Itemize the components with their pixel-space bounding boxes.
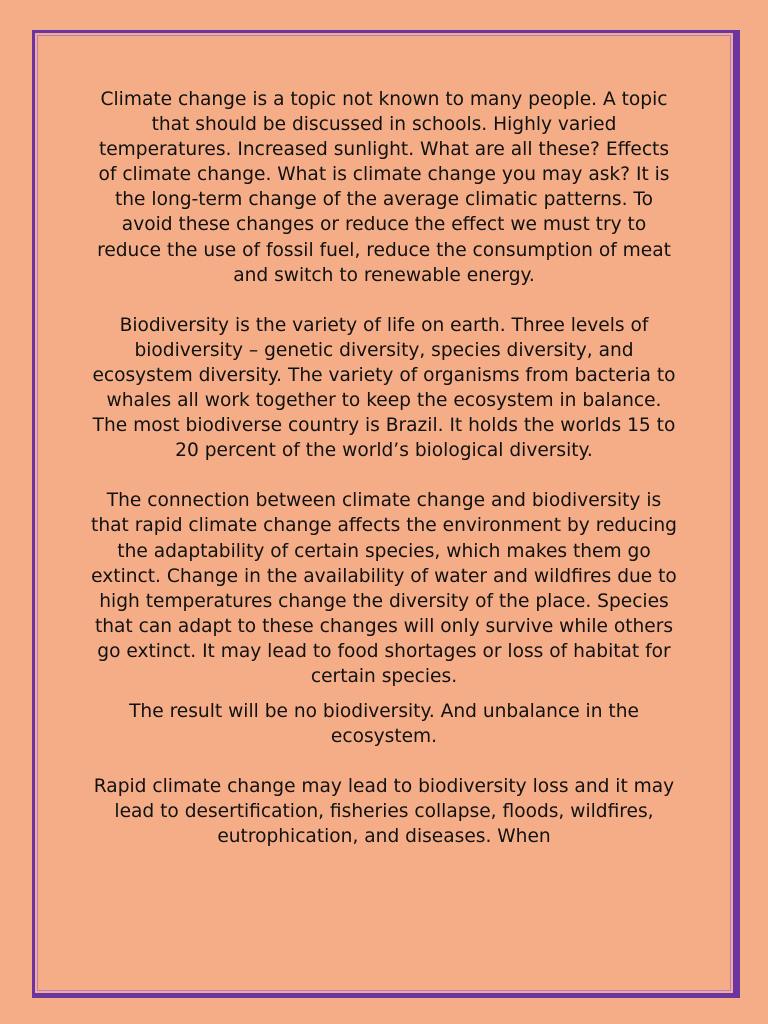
paragraph-spacer	[90, 463, 678, 488]
paragraph-biodiversity: Biodiversity is the variety of life on earth. Three levels of biodiversity – genetic diversity, species diversity, and ecosystem diversity. The variety of organisms from bacteria to whales all work together to keep the ecosystem in balance. The most biodiverse country is Brazil. It holds the worlds 15 to 20 percent of the world’s biological diversity.	[92, 314, 676, 462]
paragraph-biodiversity-loss: Rapid climate change may lead to biodiversity loss and it may lead to desertification, fisheries collapse, floods, wildfires, eutrophication, and diseases. When	[93, 776, 675, 848]
paragraph-result: The result will be no biodiversity. And unbalance in the ecosystem.	[129, 701, 639, 748]
paragraph-climate-change: Climate change is a topic not known to many people. A topic that should be discussed in schools. Highly varied temperatures. Increased sunlight. What are all these? Effects of climate change. What is climate change you may ask? It is the long-term change of the average climatic patterns. To avoid these changes or reduce the effect we must try to reduce the use of fossil fuel, reduce the consumption of meat and switch to renewable energy.	[97, 89, 671, 286]
paragraph-spacer	[90, 749, 678, 774]
paragraph-spacer	[90, 689, 678, 699]
paragraph-spacer	[90, 288, 678, 313]
document-body	[90, 87, 678, 850]
paragraph-connection: The connection between climate change and biodiversity is that rapid climate change affects the environment by reducing the adaptability of certain species, which makes them go extinct. Change in the availability of water and wildfires due to high temperatures change the diversity of the place. Species that can adapt to these changes will only survive while others go extinct. It may lead to food shortages or loss of habitat for certain species.	[91, 490, 677, 687]
